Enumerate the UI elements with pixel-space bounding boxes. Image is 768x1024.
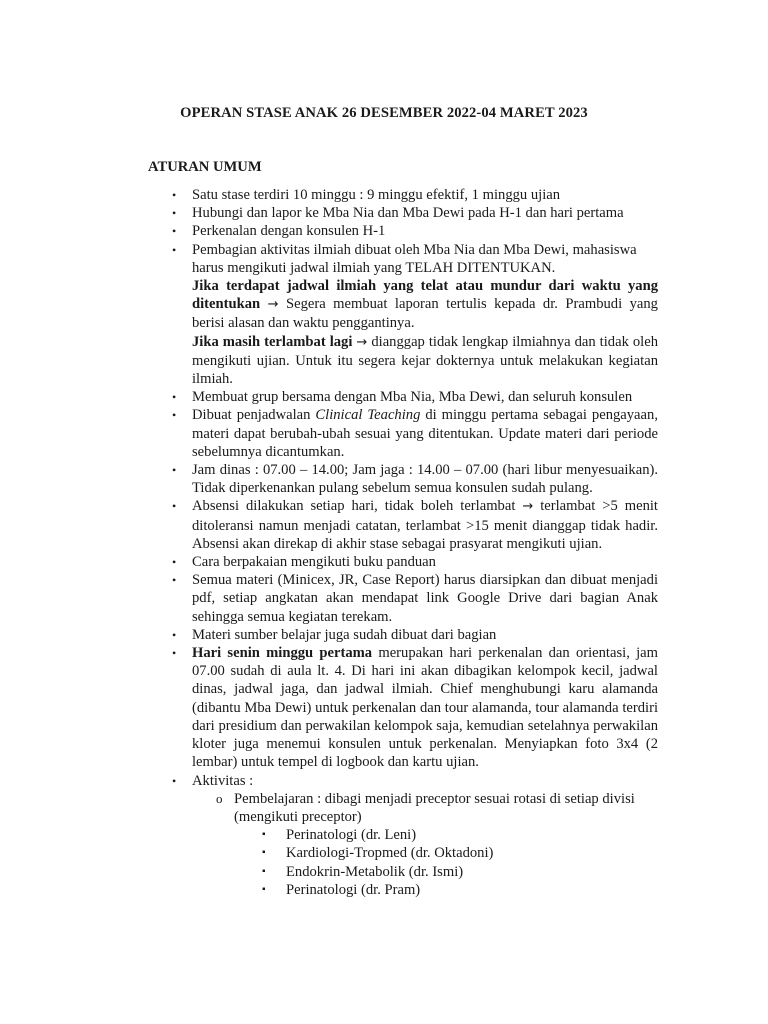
list-item — [0, 241, 768, 389]
list-item-text: Aktivitas : — [192, 772, 254, 789]
list-item-text: Perkenalan dengan konsulen H-1 — [192, 223, 386, 240]
division-item — [0, 881, 768, 899]
list-item-text: Pembagian aktivitas ilmiah dibuat oleh Mba Nia dan Mba Dewi, mahasiswa harus mengikuti jadwal ilmiah yang TELAH DITENTUKAN. — [192, 241, 637, 276]
bullet-icon: • — [172, 408, 177, 423]
bullet-icon: • — [172, 242, 177, 257]
bullet-icon: • — [172, 390, 177, 405]
list-item-text: Materi sumber belajar juga sudah dibuat dari bagian — [192, 626, 497, 643]
division-item — [0, 826, 768, 844]
bold-text: Jika terdapat jadwal ilmiah yang telat atau mundur dari waktu yang ditentukan — [192, 278, 658, 313]
list-item-text: Cara berpakaian mengikuti buku panduan — [192, 554, 436, 571]
list-item-text: Semua materi (Minicex, JR, Case Report) harus diarsipkan dan dibuat menjadi pdf, setiap angkatan akan mendapat link Google Drive dari bagian Anak sehingga semua kegiatan terekam. — [192, 572, 658, 625]
arrow-right-icon: → — [267, 297, 279, 313]
arrow-right-icon: → — [522, 499, 534, 515]
square-bullet-icon: ▪ — [262, 847, 266, 859]
list-item — [0, 644, 768, 771]
division-item — [0, 863, 768, 881]
division-item-text: Perinatologi (dr. Pram) — [286, 881, 421, 898]
italic-text: Clinical Teaching — [315, 407, 421, 424]
list-item-text: Satu stase terdiri 10 minggu : 9 minggu efektif, 1 minggu ujian — [192, 187, 561, 203]
arrow-right-icon: → — [356, 334, 368, 350]
division-item-text: Kardiologi-Tropmed (dr. Oktadoni) — [286, 845, 494, 862]
list-item-text: Jam dinas : 07.00 – 14.00; Jam jaga : 14.00 – 07.00 (hari libur menyesuaikan). Tidak diperkenankan pulang sebelum semua konsulen sudah pulang. — [192, 462, 658, 497]
bullet-icon: • — [172, 499, 177, 514]
list-item — [0, 222, 768, 240]
bullet-icon: • — [172, 188, 177, 202]
list-item-text: Segera membuat laporan tertulis kepada dr. Prambudi yang berisi alasan dan waktu penggantinya. — [192, 296, 658, 332]
bullet-icon: • — [172, 206, 177, 221]
list-item — [0, 388, 768, 406]
square-bullet-icon: ▪ — [262, 829, 266, 841]
list-item — [0, 571, 768, 626]
square-bullet-icon: ▪ — [262, 883, 266, 895]
list-item — [0, 461, 768, 497]
list-item — [0, 186, 768, 204]
list-item-text — [192, 644, 658, 771]
text-run: terlambat >5 menit ditoleransi namun menjadi catatan, terlambat >15 menit dianggap tidak hadir. Absensi akan direkap di akhir stase sebagai prasyarat mengikuti ujian. — [192, 498, 658, 552]
bold-text: Hari senin minggu pertama — [192, 645, 373, 662]
list-item — [0, 204, 768, 222]
division-item-text: Perinatologi (dr. Leni) — [286, 827, 417, 844]
text-run: Absensi dilakukan setiap hari, tidak boleh terlambat — [192, 498, 516, 515]
list-item-text — [192, 497, 658, 553]
sub-list-item — [0, 790, 768, 826]
list-item — [0, 553, 768, 571]
list-item-text: Hubungi dan lapor ke Mba Nia dan Mba Dewi pada H-1 dan hari pertama — [192, 205, 624, 222]
document-title: OPERAN STASE ANAK 26 DESEMBER 2022-04 MARET 2023 — [180, 105, 588, 121]
square-bullet-icon: ▪ — [262, 865, 266, 877]
list-item — [0, 497, 768, 553]
division-item — [0, 844, 768, 862]
section-heading: ATURAN UMUM — [148, 159, 262, 175]
bullet-icon: • — [172, 646, 177, 661]
bullet-icon: • — [172, 555, 177, 570]
list-item — [0, 626, 768, 644]
late-schedule-note — [192, 277, 658, 333]
bullet-icon: • — [172, 573, 177, 588]
sub-list-item-text: Pembelajaran : dibagi menjadi preceptor sesuai rotasi di setiap divisi (mengikuti preceptor) — [234, 790, 635, 825]
text-run: di minggu pertama sebagai pengayaan, materi dapat berubah-ubah sesuai yang ditentukan. Update materi dari periode sebelumnya dicantumkan. — [192, 407, 658, 460]
list-item-text: Membuat grup bersama dengan Mba Nia, Mba Dewi, dan seluruh konsulen — [192, 389, 633, 406]
still-late-note — [192, 333, 658, 389]
bullet-icon: • — [172, 773, 177, 788]
bullet-icon: • — [172, 224, 177, 239]
list-item — [0, 772, 768, 790]
division-item-text: Endokrin-Metabolik (dr. Ismi) — [286, 863, 464, 880]
list-item-text — [192, 406, 658, 461]
bullet-icon: • — [172, 627, 177, 642]
rules-list — [0, 186, 768, 899]
circle-bullet-icon: o — [216, 790, 223, 806]
text-run: merupakan hari perkenalan dan orientasi, jam 07.00 sudah di aula lt. 4. Di hari ini akan dibagikan kelompok kecil, jadwal dinas, jadwal jaga, dan jadwal ilmiah. Chief menghubungi karu alamanda (dibantu Mba Dewi) untuk perkenalan dan tour alamanda, tour alamanda terdiri dari presidium dan perwakilan kelompok saja, kemudian setelahnya perwakilan kloter juga menemui konsulen untuk perkenalan. Menyiapkan foto 3x4 (2 lembar) untuk tempel di logbook dan kartu ujian. — [192, 645, 658, 771]
list-item-text: dianggap tidak lengkap ilmiahnya dan tidak oleh mengikuti ujian. Untuk itu segera kejar dokternya untuk melakukan kegiatan ilmiah. — [192, 333, 658, 388]
bullet-icon: • — [172, 463, 177, 478]
bold-text: Jika masih terlambat lagi — [192, 333, 353, 350]
text-run: Dibuat penjadwalan — [192, 407, 311, 424]
list-item — [0, 406, 768, 461]
